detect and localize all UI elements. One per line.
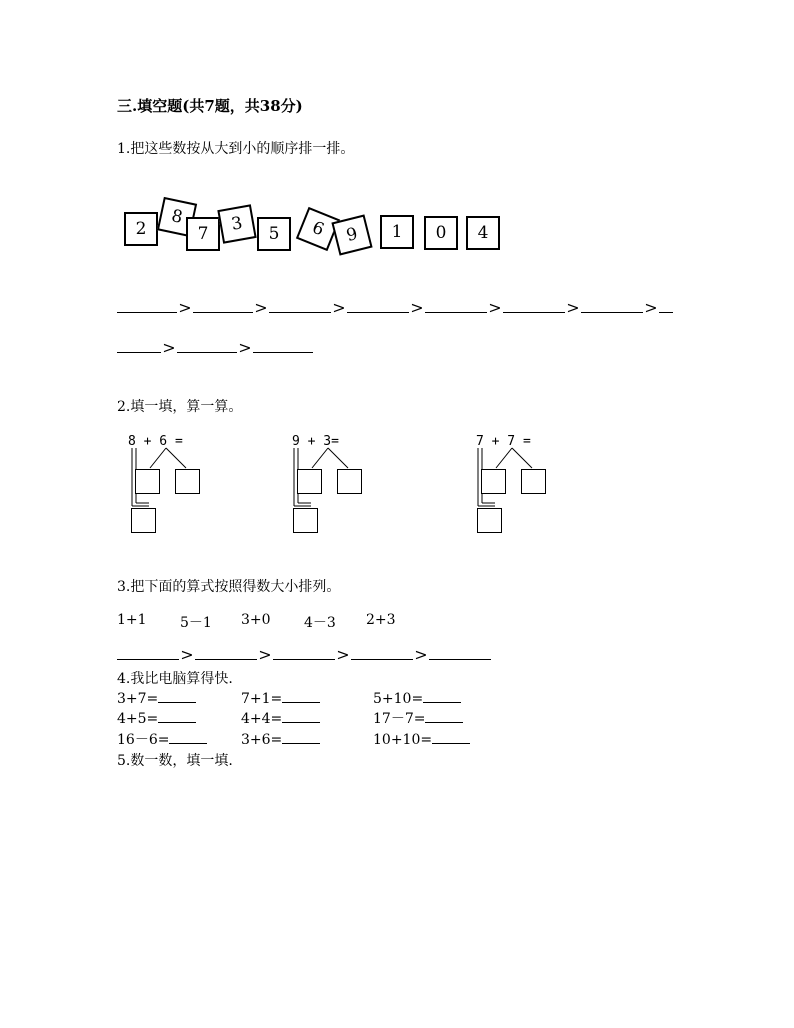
answer-blank[interactable] xyxy=(282,708,320,723)
q3-expression: 2+3 xyxy=(366,612,396,628)
answer-blank[interactable] xyxy=(351,645,413,660)
answer-blank[interactable] xyxy=(425,298,487,313)
answer-blank[interactable] xyxy=(432,729,470,744)
answer-box[interactable] xyxy=(135,469,160,494)
answer-blank[interactable] xyxy=(425,708,463,723)
answer-blank[interactable] xyxy=(193,298,253,313)
number-cards xyxy=(120,200,500,262)
answer-blank[interactable] xyxy=(169,729,207,744)
answer-box[interactable] xyxy=(521,469,546,494)
q5-prompt: 5.数一数，填一填. xyxy=(117,753,233,769)
calc-item: 4+5= xyxy=(117,708,196,727)
q3-prompt: 3.把下面的算式按照得数大小排列。 xyxy=(117,579,341,595)
number-card: 6 xyxy=(296,207,340,251)
answer-blank[interactable] xyxy=(282,688,320,703)
answer-blank[interactable] xyxy=(503,298,565,313)
answer-blank[interactable] xyxy=(253,338,313,353)
calc-item: 4+4= xyxy=(241,708,320,727)
q3-answer-line: > > > > xyxy=(117,645,491,664)
number-card: 1 xyxy=(380,215,414,249)
calc-item: 7+1= xyxy=(241,688,320,707)
q2-prompt: 2.填一填，算一算。 xyxy=(117,399,243,415)
answer-box[interactable] xyxy=(131,508,156,533)
decompose-expression: 8 + 6 = xyxy=(128,434,183,449)
answer-blank[interactable] xyxy=(195,645,257,660)
answer-blank[interactable] xyxy=(117,298,177,313)
calc-item: 3+6= xyxy=(241,729,320,748)
answer-box[interactable] xyxy=(477,508,502,533)
number-card: 2 xyxy=(124,212,158,246)
answer-blank[interactable] xyxy=(177,338,237,353)
answer-blank[interactable] xyxy=(117,338,161,353)
number-card: 8 xyxy=(157,197,197,237)
number-card: 3 xyxy=(217,204,256,243)
answer-blank[interactable] xyxy=(158,688,196,703)
answer-blank[interactable] xyxy=(347,298,409,313)
decompose-expression: 7 + 7 = xyxy=(476,434,531,449)
answer-box[interactable] xyxy=(337,469,362,494)
calc-item: 5+10= xyxy=(373,688,461,707)
q4-prompt: 4.我比电脑算得快. xyxy=(117,671,233,687)
answer-box[interactable] xyxy=(297,469,322,494)
q1-prompt: 1.把这些数按从大到小的顺序排一排。 xyxy=(117,141,355,157)
answer-blank[interactable] xyxy=(273,645,335,660)
answer-box[interactable] xyxy=(293,508,318,533)
answer-blank[interactable] xyxy=(581,298,643,313)
decompose-expression: 9 + 3= xyxy=(292,434,339,449)
calc-item: 10+10= xyxy=(373,729,470,748)
calc-item: 16－6= xyxy=(117,729,207,749)
q3-expression: 5－1 xyxy=(180,615,212,631)
calc-item: 17－7= xyxy=(373,708,463,728)
answer-blank[interactable] xyxy=(423,688,461,703)
q1-answer-line-2: > > xyxy=(117,338,313,357)
answer-blank[interactable] xyxy=(158,708,196,723)
calc-item: 3+7= xyxy=(117,688,196,707)
q3-expression: 4－3 xyxy=(304,615,336,631)
answer-blank[interactable] xyxy=(429,645,491,660)
answer-blank[interactable] xyxy=(269,298,331,313)
answer-box[interactable] xyxy=(481,469,506,494)
q1-answer-line-1: > > > > > > > xyxy=(117,298,673,317)
number-card: 4 xyxy=(466,216,500,250)
number-card: 0 xyxy=(424,216,458,250)
number-card: 7 xyxy=(186,217,220,251)
answer-blank[interactable] xyxy=(117,645,179,660)
answer-box[interactable] xyxy=(175,469,200,494)
answer-blank[interactable] xyxy=(659,298,673,313)
number-card: 9 xyxy=(331,214,372,255)
answer-blank[interactable] xyxy=(282,729,320,744)
number-card: 5 xyxy=(257,217,291,251)
q3-expression: 1+1 xyxy=(117,612,147,628)
section-title: 三.填空题(共7题，共38分) xyxy=(117,97,303,115)
q3-expression: 3+0 xyxy=(241,612,271,628)
